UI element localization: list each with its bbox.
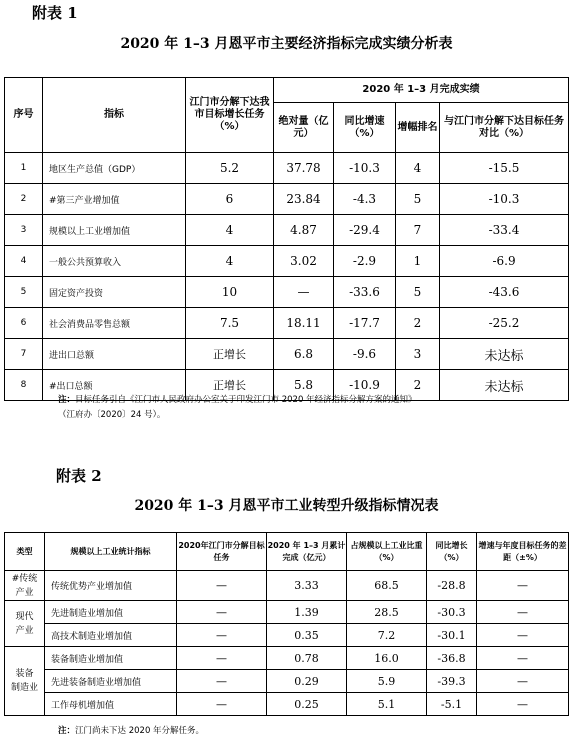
header-growth: 同比增长（%） [427, 533, 477, 571]
cell-name: 先进制造业增加值 [45, 601, 177, 624]
cell-diff: — [477, 624, 569, 647]
table-row [5, 184, 569, 215]
table2-label: 附表 2 [56, 467, 102, 485]
cell-task: — [177, 670, 267, 693]
cell-compare: -10.3 [440, 184, 569, 215]
cell-growth: -39.3 [427, 670, 477, 693]
cell-diff: — [477, 571, 569, 601]
cell-growth: -9.6 [334, 339, 396, 370]
table-row [5, 246, 569, 277]
cell-compare: -15.5 [440, 153, 569, 184]
cell-type: 现代 产业 [5, 601, 45, 647]
cell-cum: 0.29 [267, 670, 347, 693]
header-cumulative: 2020 年 1–3 月累计完成（亿元） [267, 533, 347, 571]
cell-growth: -4.3 [334, 184, 396, 215]
cell-cum: 0.35 [267, 624, 347, 647]
cell-rank: 2 [396, 308, 440, 339]
header-type: 类型 [5, 533, 45, 571]
cell-abs: 3.02 [274, 246, 334, 277]
note-text: 江门尚未下达 2020 年分解任务。 [75, 726, 205, 736]
cell-share: 28.5 [347, 601, 427, 624]
cell-compare: -33.4 [440, 215, 569, 246]
header-task: 2020年江门市分解目标任务 [177, 533, 267, 571]
cell-rank: 1 [396, 246, 440, 277]
cell-task: — [177, 601, 267, 624]
note-prefix: 注： [58, 395, 76, 405]
cell-growth: -30.1 [427, 624, 477, 647]
cell-abs: 37.78 [274, 153, 334, 184]
cell-name: 地区生产总值（GDP） [43, 153, 186, 184]
cell-task: 6 [186, 184, 274, 215]
cell-abs: 5.8 [274, 370, 334, 401]
cell-task: — [177, 624, 267, 647]
note-line1: 目标任务引自《江门市人民政府办公室关于印发江门市 2020 年经济指标分解方案的通知》 [75, 395, 417, 405]
cell-growth: -33.6 [334, 277, 396, 308]
cell-task: 4 [186, 246, 274, 277]
cell-seq: 5 [5, 277, 43, 308]
cell-growth: -28.8 [427, 571, 477, 601]
cell-growth: -17.7 [334, 308, 396, 339]
cell-share: 5.9 [347, 670, 427, 693]
table-row [5, 308, 569, 339]
table-row [5, 624, 569, 647]
header-seq: 序号 [5, 78, 43, 153]
cell-task: 10 [186, 277, 274, 308]
header-absolute: 绝对量（亿元） [274, 103, 334, 153]
header-indicator: 指标 [43, 78, 186, 153]
cell-rank: 5 [396, 184, 440, 215]
cell-abs: 18.11 [274, 308, 334, 339]
cell-growth: -10.3 [334, 153, 396, 184]
cell-task: 7.5 [186, 308, 274, 339]
cell-task: 正增长 [186, 339, 274, 370]
header-diff: 增速与年度目标任务的差距（±%） [477, 533, 569, 571]
table1 [4, 77, 569, 401]
cell-abs: 6.8 [274, 339, 334, 370]
cell-diff: — [477, 647, 569, 670]
table-row [5, 670, 569, 693]
cell-diff: — [477, 601, 569, 624]
cell-diff: — [477, 693, 569, 716]
table2-title: 2020 年 1–3 月恩平市工业转型升级指标情况表 [134, 498, 439, 514]
cell-growth: -30.3 [427, 601, 477, 624]
cell-share: 7.2 [347, 624, 427, 647]
cell-name: 高技术制造业增加值 [45, 624, 177, 647]
cell-rank: 7 [396, 215, 440, 246]
cell-name: 工作母机增加值 [45, 693, 177, 716]
header-share: 占规模以上工业比重（%） [347, 533, 427, 571]
cell-compare: 未达标 [440, 370, 569, 401]
cell-seq: 4 [5, 246, 43, 277]
cell-growth: -29.4 [334, 215, 396, 246]
cell-task: 正增长 [186, 370, 274, 401]
cell-seq: 6 [5, 308, 43, 339]
cell-task: — [177, 571, 267, 601]
table-row [5, 647, 569, 670]
cell-cum: 0.25 [267, 693, 347, 716]
cell-cum: 3.33 [267, 571, 347, 601]
cell-name: 进出口总额 [43, 339, 186, 370]
cell-seq: 7 [5, 339, 43, 370]
cell-compare: -25.2 [440, 308, 569, 339]
table2 [4, 532, 569, 716]
cell-type: #传统 产业 [5, 571, 45, 601]
cell-type: 装备 制造业 [5, 647, 45, 716]
cell-share: 68.5 [347, 571, 427, 601]
cell-task: — [177, 647, 267, 670]
cell-task: 5.2 [186, 153, 274, 184]
header-compare: 与江门市分解下达目标任务对比（%） [440, 103, 569, 153]
cell-name: 传统优势产业增加值 [45, 571, 177, 601]
cell-cum: 0.78 [267, 647, 347, 670]
table-row [5, 339, 569, 370]
header-group: 2020 年 1–3 月完成实绩 [274, 78, 569, 103]
note-prefix: 注： [58, 726, 76, 736]
cell-compare: 未达标 [440, 339, 569, 370]
cell-growth: -5.1 [427, 693, 477, 716]
table-row [5, 571, 569, 601]
cell-share: 5.1 [347, 693, 427, 716]
cell-abs: — [274, 277, 334, 308]
cell-name: 装备制造业增加值 [45, 647, 177, 670]
cell-name: 先进装备制造业增加值 [45, 670, 177, 693]
cell-share: 16.0 [347, 647, 427, 670]
table-row [5, 693, 569, 716]
cell-name: 固定资产投资 [43, 277, 186, 308]
cell-name: 一般公共预算收入 [43, 246, 186, 277]
cell-growth: -2.9 [334, 246, 396, 277]
cell-growth: -36.8 [427, 647, 477, 670]
cell-rank: 3 [396, 339, 440, 370]
cell-name: 规模以上工业增加值 [43, 215, 186, 246]
cell-compare: -6.9 [440, 246, 569, 277]
cell-seq: 1 [5, 153, 43, 184]
table-row [5, 153, 569, 184]
table2-note [58, 724, 204, 736]
cell-name: #出口总额 [43, 370, 186, 401]
table-row [5, 277, 569, 308]
header-rank: 增幅排名 [396, 103, 440, 153]
cell-name: #第三产业增加值 [43, 184, 186, 215]
cell-compare: -43.6 [440, 277, 569, 308]
header-indicator: 规模以上工业统计指标 [45, 533, 177, 571]
cell-seq: 2 [5, 184, 43, 215]
cell-growth: -10.9 [334, 370, 396, 401]
cell-abs: 23.84 [274, 184, 334, 215]
table1-note-line2: （江府办〔2020〕24 号）。 [58, 410, 166, 420]
cell-name: 社会消费品零售总额 [43, 308, 186, 339]
header-task: 江门市分解下达我市目标增长任务（%） [186, 78, 274, 153]
table1-label: 附表 1 [32, 4, 78, 22]
header-growth: 同比增速（%） [334, 103, 396, 153]
table-row [5, 215, 569, 246]
cell-seq: 3 [5, 215, 43, 246]
table-row [5, 601, 569, 624]
cell-task: — [177, 693, 267, 716]
cell-task: 4 [186, 215, 274, 246]
cell-cum: 1.39 [267, 601, 347, 624]
table1-note [58, 393, 417, 405]
cell-rank: 2 [396, 370, 440, 401]
table1-title: 2020 年 1–3 月恩平市主要经济指标完成实绩分析表 [120, 36, 453, 52]
cell-rank: 4 [396, 153, 440, 184]
cell-diff: — [477, 670, 569, 693]
cell-abs: 4.87 [274, 215, 334, 246]
cell-seq: 8 [5, 370, 43, 401]
cell-rank: 5 [396, 277, 440, 308]
